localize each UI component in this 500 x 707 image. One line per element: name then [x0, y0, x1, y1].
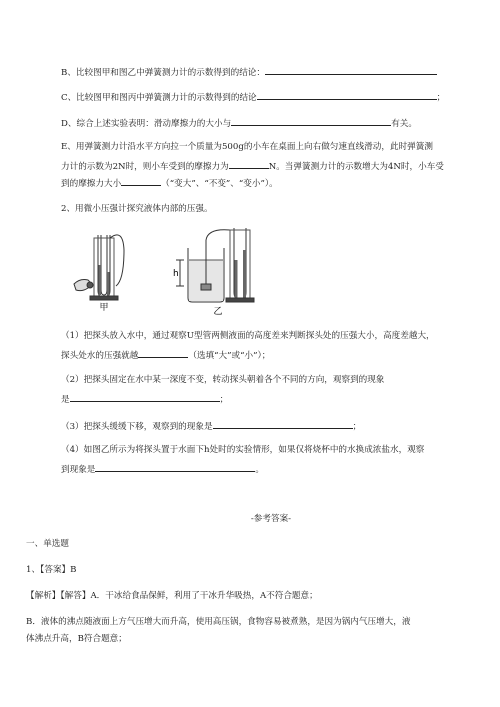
q2-sub2-line-2: [61, 391, 481, 407]
part-e-friction-blank[interactable]: [229, 158, 269, 169]
part-e-change-blank[interactable]: [121, 175, 161, 186]
part-c-text: C、比较图甲和图丙中弹簧测力计的示数得到的结论: [61, 93, 257, 103]
part-c-blank[interactable]: [257, 89, 437, 100]
part-e-line-3: [61, 175, 481, 191]
q2-sub4-line-1: （4）如图乙所示为将探头置于水面下h处时的实验情形，如果仅将烧杯中的水换成浓盐水，观察: [61, 445, 425, 455]
pressure-gauge-figure: [68, 220, 268, 315]
part-d-end: 有关。: [391, 119, 417, 129]
figure-yi-apparatus: [176, 228, 254, 302]
figure-yi-label: 乙: [213, 307, 223, 315]
q2-sub2-text-c: ；: [219, 395, 229, 405]
answer-b-line-2: 体沸点升高，B符合题意；: [26, 634, 127, 644]
q2-sub4-blank[interactable]: [95, 461, 255, 472]
q2-sub4-line-2: [61, 461, 481, 477]
q2-sub3-text-a: （3）把探头缓缓下移，观察到的现象是: [61, 422, 213, 432]
part-e-text-3a: 到的摩擦力大小: [61, 179, 122, 189]
figure-h-label: h: [173, 269, 179, 279]
part-c-line: [61, 89, 481, 105]
part-b-text: B、比较图甲和图乙中弹簧测力计的示数得到的结论：: [61, 68, 265, 78]
q2-sub2-text-b: 是: [61, 395, 70, 405]
part-b-line: [61, 64, 481, 80]
part-d-line: [61, 115, 481, 131]
q2-sub3-line: [61, 418, 481, 434]
q2-sub1-line-1: （1）把探头放入水中，通过观察U型管两侧液面的高度差来判断探头处的压强大小，高度差越大，: [61, 331, 435, 341]
part-e-text-1: E、用弹簧测力计沿水平方向拉一个质量为500g的小车在桌面上向右做匀速直线滑动，此时弹簧测: [61, 142, 433, 152]
q2-sub3-text-b: ；: [352, 422, 362, 432]
answer-b-line-1: B．液体的沸点随液面上方气压增大而升高，使用高压锅，食物容易被煮熟，是因为锅内气压增大，液: [26, 617, 411, 627]
q2-sub2-line-1: （2）把探头固定在水中某一深度不变，转动探头朝着各个不同的方向，观察到的现象: [61, 375, 385, 385]
answers-heading: -参考答案-: [250, 514, 292, 524]
q2-sub3-blank[interactable]: [213, 418, 353, 429]
q2-sub4-text-c: 。: [255, 465, 264, 475]
figure-jia-label: 甲: [99, 303, 109, 313]
answer-q1: 1、【答案】B: [26, 565, 77, 575]
q2-sub2-blank[interactable]: [70, 391, 220, 402]
q2-sub1-blank[interactable]: [138, 347, 188, 358]
part-c-end: ；: [436, 93, 446, 103]
answers-section: 一、单选题: [26, 539, 69, 549]
part-d-blank[interactable]: [231, 115, 391, 126]
q2-sub4-text-b: 到现象是: [61, 465, 96, 475]
part-e-text-2a: 力计的示数为2N时，则小车受到的摩擦力为: [61, 162, 229, 172]
q2-sub1-line-2: [61, 347, 481, 363]
q2-sub1-text-b: 探头处水的压强就越: [61, 351, 139, 361]
q2-title: 2、用微小压强计探究液体内部的压强。: [61, 204, 213, 214]
part-e-text-2b: N。当弹簧测力计的示数增大为4N时，小车受: [268, 162, 444, 172]
part-e-text-3b: （“变大”、“不变”、“变小”）。: [161, 179, 278, 189]
q2-sub1-text-c: （选填“大”或“小”）；: [188, 351, 271, 361]
part-e-line-2: [61, 158, 481, 174]
answer-analysis: 【解析】【解答】A．干冰给食品保鲜，利用了干冰升华吸热，A不符合题意；: [26, 591, 318, 601]
part-b-blank[interactable]: [265, 64, 437, 75]
figure-jia-apparatus: [74, 235, 124, 300]
part-e-line-1: [61, 141, 481, 154]
part-d-text: D、综合上述实验表明：滑动摩擦力的大小与: [61, 119, 232, 129]
